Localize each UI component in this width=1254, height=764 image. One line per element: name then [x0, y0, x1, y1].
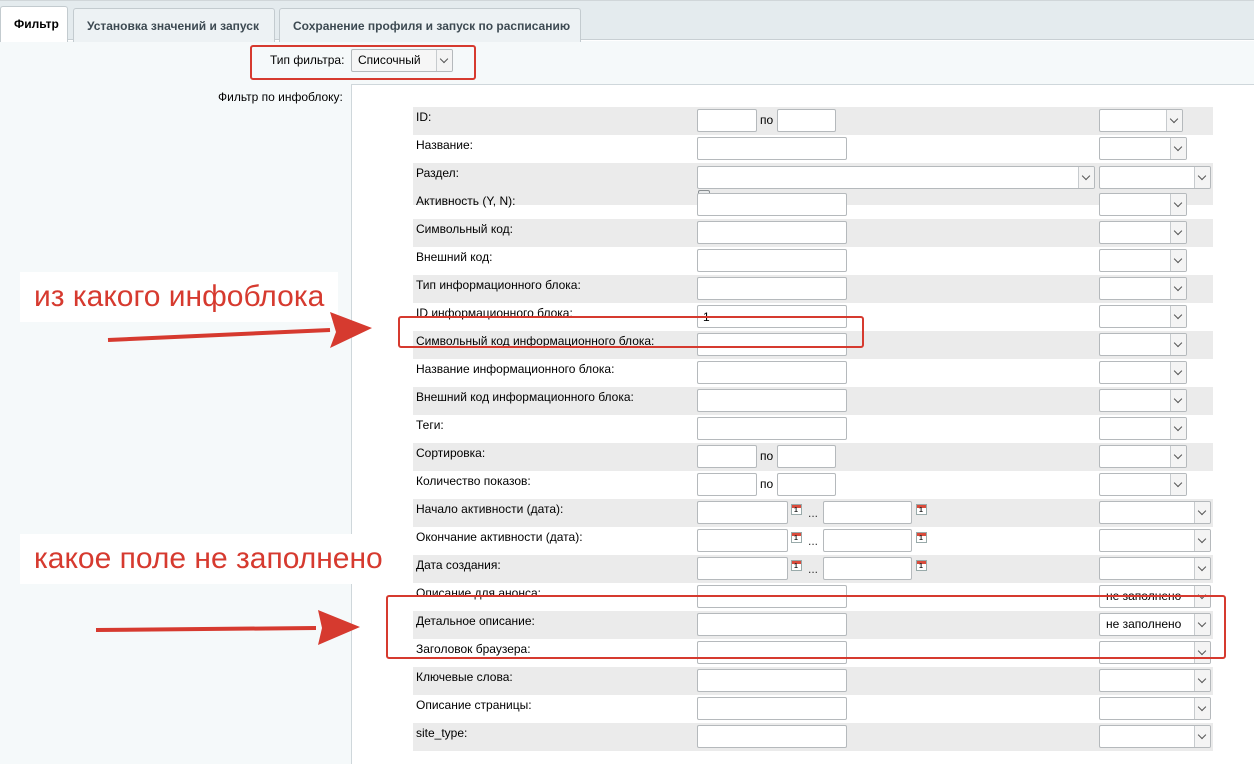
filter-row-label: Описание для анонса:: [416, 586, 541, 600]
arrow-to-empty-fields: [96, 610, 360, 645]
filter-row-label: Ключевые слова:: [416, 670, 513, 684]
annotation-which-iblock: из какого инфоблока: [20, 272, 338, 322]
filter-row-label: Раздел:: [416, 166, 459, 180]
filter-type-label: Тип фильтра:: [270, 53, 345, 67]
annotation-empty-field: какое поле не заполнено: [20, 534, 397, 584]
filter-row-label: Описание страницы:: [416, 698, 532, 712]
filter-row-label: Заголовок браузера:: [416, 642, 531, 656]
filter-row-label: Начало активности (дата):: [416, 502, 564, 516]
tab-set-values-and-run[interactable]: Установка значений и запуск: [73, 8, 275, 42]
date-range-dots: ...: [808, 534, 819, 548]
filter-row-label: Внешний код информационного блока:: [416, 390, 634, 404]
iblock-filter-label: Фильтр по инфоблоку:: [218, 90, 343, 104]
filter-row-label: Теги:: [416, 418, 444, 432]
filter-row-label: Сортировка:: [416, 446, 486, 460]
filter-row-label: Активность (Y, N):: [416, 194, 516, 208]
date-range-dots: ...: [808, 506, 819, 520]
condition-select-value: не заполнено: [1106, 617, 1182, 631]
range-separator-label: по: [760, 477, 774, 491]
range-separator-label: по: [760, 449, 774, 463]
condition-select-value: не заполнено: [1106, 589, 1182, 603]
tab-save-profile-schedule[interactable]: Сохранение профиля и запуск по расписанию: [279, 8, 581, 42]
value-input[interactable]: 1: [697, 305, 847, 328]
tab-filter[interactable]: Фильтр: [0, 6, 68, 42]
filter-row-label: Название:: [416, 138, 473, 152]
filter-row-label: site_type:: [416, 726, 468, 740]
filter-row-label: Внешний код:: [416, 250, 493, 264]
range-separator-label: по: [760, 113, 774, 127]
filter-row-label: Количество показов:: [416, 474, 531, 488]
filter-row-label: Символьный код информационного блока:: [416, 334, 655, 348]
date-range-dots: ...: [808, 562, 819, 576]
filter-row-label: ID:: [416, 110, 432, 124]
arrow-to-iblock-id: [108, 312, 372, 348]
filter-row-label: Детальное описание:: [416, 614, 535, 628]
filter-row-label: Тип информационного блока:: [416, 278, 581, 292]
filter-row-label: ID информационного блока:: [416, 306, 573, 320]
filter-row-label: Окончание активности (дата):: [416, 530, 583, 544]
filter-row-label: Символьный код:: [416, 222, 513, 236]
filter-row-label: Дата создания:: [416, 558, 501, 572]
filter-row-label: Название информационного блока:: [416, 362, 615, 376]
filter-type-value: Списочный: [358, 53, 421, 67]
